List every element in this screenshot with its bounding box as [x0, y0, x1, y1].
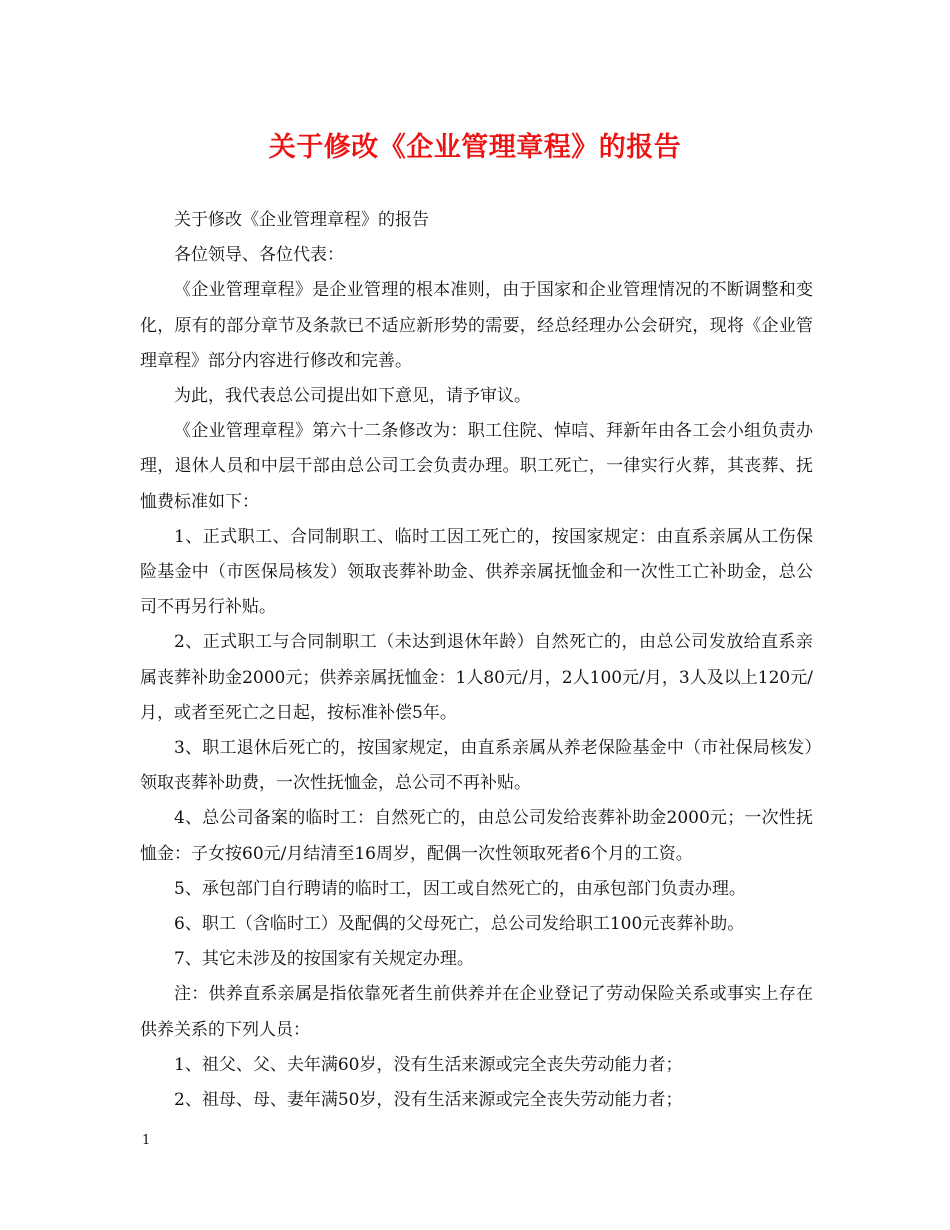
paragraph-report-heading: 关于修改《企业管理章程》的报告 — [174, 210, 429, 230]
paragraph-item-2: 2、正式职工与合同制职工（未达到退休年龄）自然死亡的，由总公司发放给直系亲属丧葬补助金2000元；供养亲属抚恤金：1人80元/月，2人100元/月，3人及以上120元/月，或者至死亡之日起，按标准补偿5年。 — [140, 632, 813, 723]
document-title: 关于修改《企业管理章程》的报告 — [268, 132, 682, 163]
paragraph-item-4: 4、总公司备案的临时工：自然死亡的，由总公司发给丧葬补助金2000元；一次性抚恤金：子女按60元/月结清至16周岁，配偶一次性领取死者6个月的工资。 — [140, 808, 813, 864]
paragraph-article-62: 《企业管理章程》第六十二条修改为：职工住院、悼唁、拜新年由各工会小组负责办理，退休人员和中层干部由总公司工会负责办理。职工死亡，一律实行火葬，其丧葬、抚恤费标准如下： — [140, 421, 813, 512]
paragraph-note-item-2: 2、祖母、母、妻年满50岁，没有生活来源或完全丧失劳动能力者； — [174, 1090, 683, 1111]
paragraph-item-7: 7、其它未涉及的按国家有关规定办理。 — [174, 949, 474, 970]
paragraph-salutation: 各位领导、各位代表： — [174, 245, 344, 266]
paragraph-proposal: 为此，我代表总公司提出如下意见，请予审议。 — [174, 386, 531, 407]
page-number: 1 — [142, 1133, 151, 1148]
paragraph-item-3: 3、职工退休后死亡的，按国家规定，由直系亲属从养老保险基金中（市社保局核发）领取丧葬补助费，一次性抚恤金，总公司不再补贴。 — [140, 738, 813, 794]
paragraph-item-6: 6、职工（含临时工）及配偶的父母死亡，总公司发给职工100元丧葬补助。 — [174, 914, 745, 935]
paragraph-item-5: 5、承包部门自行聘请的临时工，因工或自然死亡的，由承包部门负责办理。 — [174, 878, 746, 899]
paragraph-note: 注：供养直系亲属是指依靠死者生前供养并在企业登记了劳动保险关系或事实上存在供养关系的下列人员： — [140, 984, 813, 1040]
paragraph-item-1: 1、正式职工、合同制职工、临时工因工死亡的，按国家规定：由直系亲属从工伤保险基金中（市医保局核发）领取丧葬补助金、供养亲属抚恤金和一次性工亡补助金，总公司不再另行补贴。 — [140, 526, 813, 618]
paragraph-intro: 《企业管理章程》是企业管理的根本准则，由于国家和企业管理情况的不断调整和变化，原有的部分章节及条款已不适应新形势的需要，经总经理办公会研究，现将《企业管理章程》部分内容进行修改和完善。 — [140, 280, 813, 371]
document-body — [140, 203, 813, 1118]
paragraph-note-item-1: 1、祖父、父、夫年满60岁，没有生活来源或完全丧失劳动能力者； — [174, 1054, 683, 1075]
